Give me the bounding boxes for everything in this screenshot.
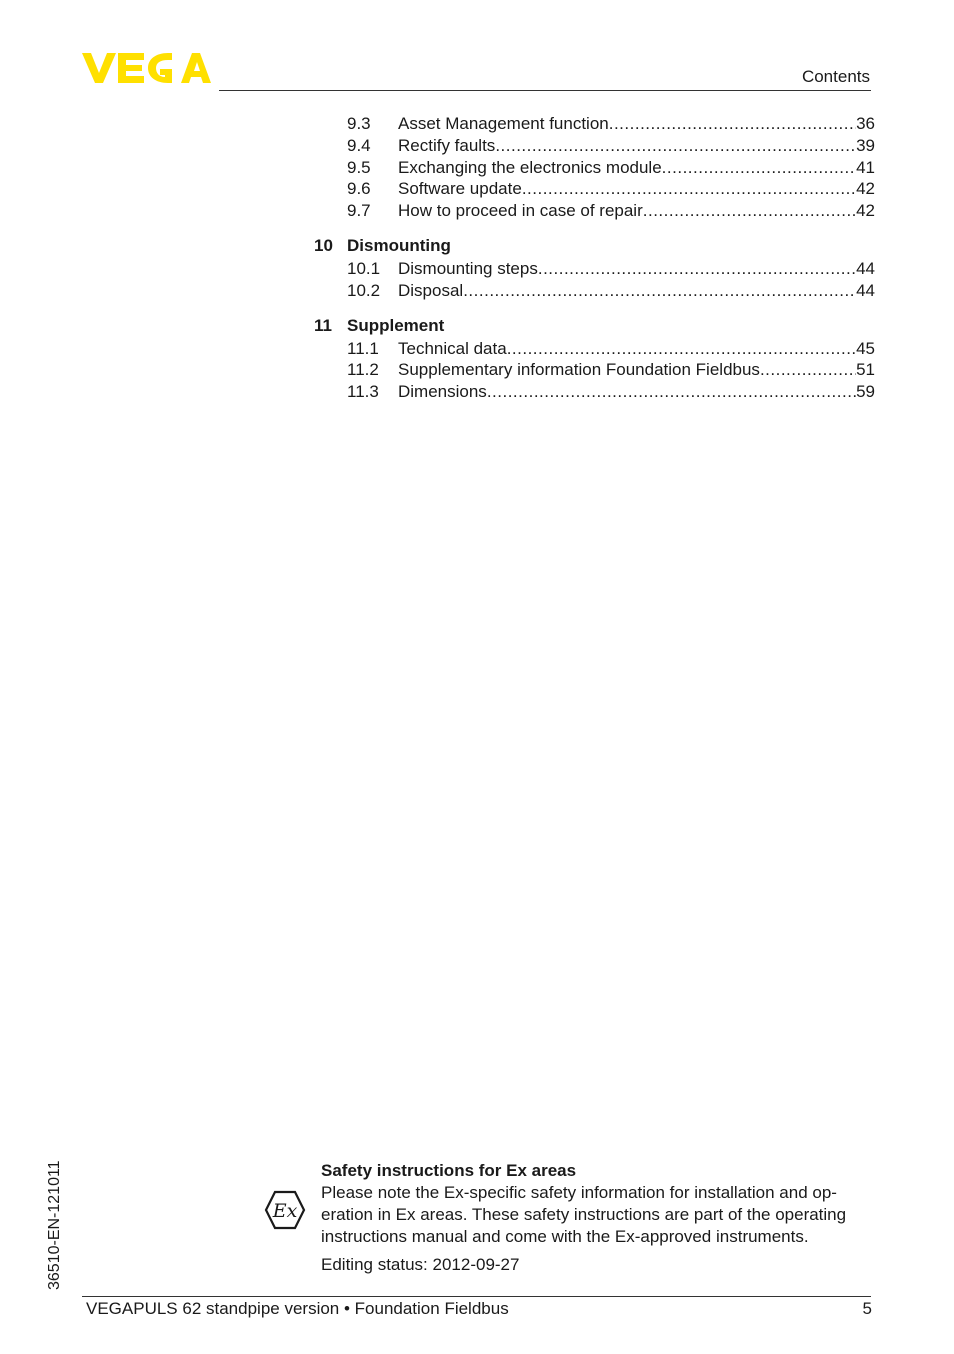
toc-number: 11.1 (347, 338, 379, 358)
toc-page: 59 (856, 382, 875, 402)
toc-page: 42 (856, 179, 875, 199)
toc-page: 36 (856, 114, 875, 133)
toc-leader (487, 381, 856, 403)
toc-title: How to proceed in case of repair (398, 201, 643, 221)
toc-page: 44 (856, 280, 875, 300)
toc-leader (463, 280, 856, 302)
toc-leader (643, 200, 856, 222)
toc-number: 11.2 (347, 360, 379, 380)
toc-title: Dismounting steps (398, 258, 538, 278)
toc-title: Dimensions (398, 382, 487, 402)
toc-entry[interactable] (314, 338, 875, 360)
toc-number: 9.7 (347, 201, 371, 221)
toc-entry[interactable] (314, 381, 875, 403)
toc-number: 10.1 (347, 258, 381, 278)
toc-page: 45 (856, 338, 875, 358)
ex-icon (264, 1190, 306, 1230)
toc-leader (609, 113, 856, 135)
toc-leader (760, 359, 856, 381)
toc-title: Disposal (398, 280, 464, 300)
toc-group-11 (314, 338, 875, 403)
toc-entry[interactable] (314, 359, 875, 381)
safety-body: Please note the Ex-specific safety information for installation and op-eration in Ex areas. These safety instructions are part of the operating instructions manual and come with the Ex-approved instruments. (321, 1183, 847, 1246)
toc-title: Supplementary information Foundation Fieldbus (398, 360, 760, 380)
toc-entry[interactable] (314, 135, 875, 157)
toc-title: Asset Management function (398, 114, 609, 133)
toc-leader (495, 135, 856, 157)
footer-divider (82, 1296, 871, 1297)
toc-title: Technical data (398, 338, 507, 358)
safety-notice (321, 1160, 877, 1276)
editing-status: Editing status: 2012-09-27 (321, 1255, 520, 1274)
toc-number: 10.2 (347, 280, 381, 300)
toc-group-9 (314, 113, 875, 222)
chapter-number: 11 (314, 315, 332, 335)
toc-group-10 (314, 258, 875, 302)
svg-text:Ex: Ex (272, 1200, 298, 1222)
toc-title: Rectify faults (398, 135, 496, 155)
toc-leader (507, 338, 856, 360)
toc-number: 9.3 (347, 114, 371, 133)
header-divider (219, 90, 871, 91)
toc-page: 41 (856, 157, 875, 177)
toc-page: 39 (856, 135, 875, 155)
toc-leader (522, 178, 856, 200)
logo-text: VEGA (82, 51, 85, 52)
toc-number: 11.3 (347, 382, 379, 402)
toc-number: 9.4 (347, 135, 371, 155)
page-number: 5 (862, 1299, 872, 1318)
toc-chapter-10[interactable] (314, 234, 875, 258)
toc-entry[interactable] (314, 157, 875, 179)
toc-leader (662, 157, 856, 179)
table-of-contents (314, 113, 875, 403)
toc-page: 42 (856, 201, 875, 221)
footer-product: VEGAPULS 62 standpipe version • Foundation Fieldbus (86, 1299, 509, 1318)
toc-entry[interactable] (314, 258, 875, 280)
toc-entry[interactable] (314, 280, 875, 302)
toc-page: 51 (856, 360, 875, 380)
document-code: 36510-EN-121011 (46, 1160, 63, 1290)
toc-title: Exchanging the electronics module (398, 157, 662, 177)
page-header-title: Contents (801, 67, 870, 86)
chapter-number: 10 (314, 235, 333, 255)
toc-title: Software update (398, 179, 522, 199)
toc-entry[interactable] (314, 113, 875, 135)
vega-logo (82, 51, 212, 85)
toc-number: 9.6 (347, 179, 371, 199)
chapter-title: Dismounting (347, 235, 451, 255)
toc-entry[interactable] (314, 200, 875, 222)
toc-chapter-11[interactable] (314, 314, 875, 338)
toc-entry[interactable] (314, 178, 875, 200)
chapter-title: Supplement (347, 315, 445, 335)
toc-leader (538, 258, 856, 280)
safety-title: Safety instructions for Ex areas (321, 1161, 577, 1180)
toc-page: 44 (856, 258, 875, 278)
toc-number: 9.5 (347, 157, 371, 177)
